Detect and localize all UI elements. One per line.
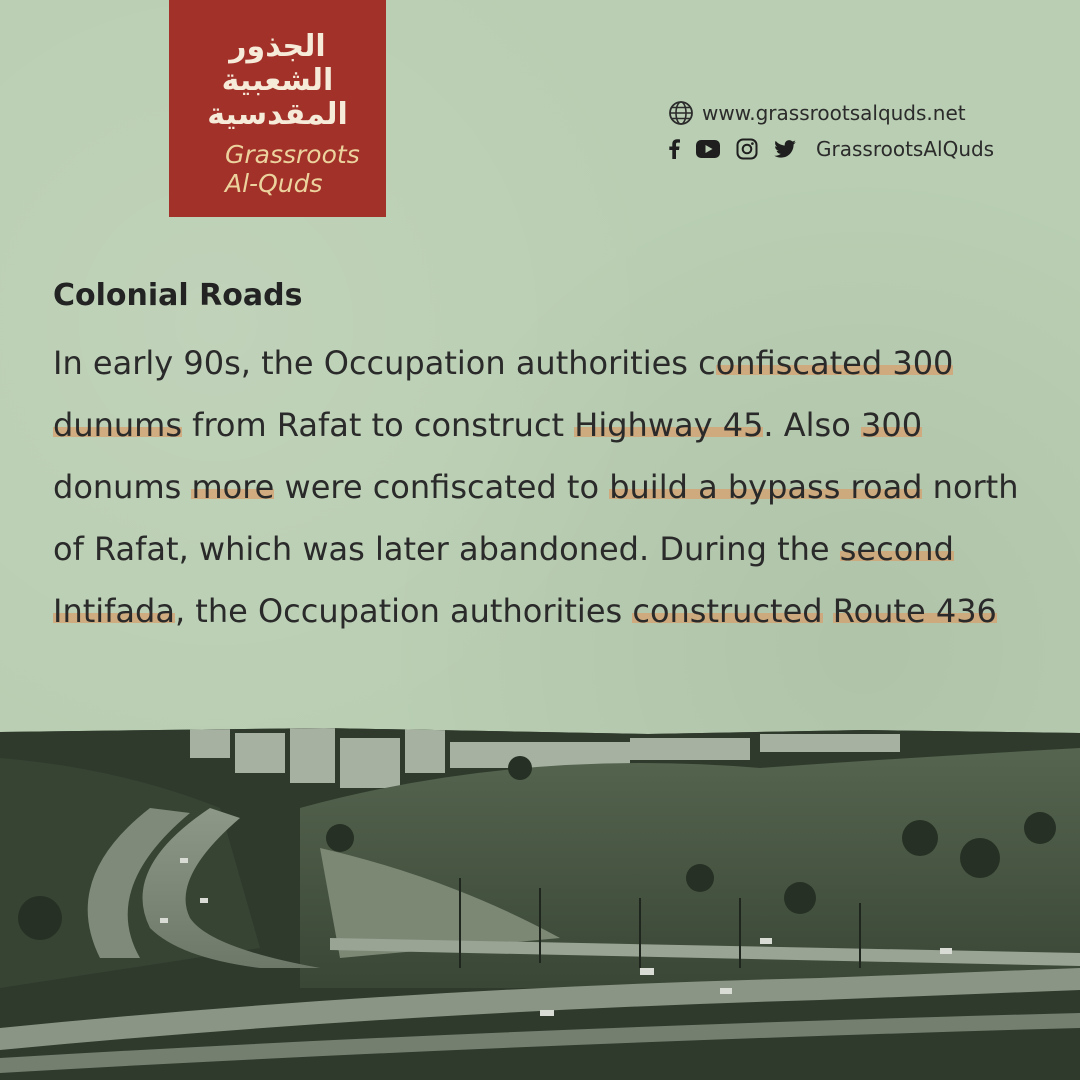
- text-segment: , the Occupation authorities: [174, 592, 633, 630]
- twitter-icon[interactable]: [774, 140, 804, 158]
- logo-english: Grassroots Al-Quds: [225, 140, 360, 198]
- text-segment: from Rafat to construct: [182, 406, 575, 444]
- highlighted-phrase: Route 436: [832, 592, 997, 630]
- instagram-icon[interactable]: [736, 138, 766, 160]
- text-segment: In early 90s, the Occupation authorities c: [53, 344, 716, 382]
- website-row[interactable]: [668, 98, 994, 128]
- globe-icon: [668, 100, 694, 126]
- youtube-icon[interactable]: [696, 140, 728, 158]
- highlighted-phrase: dunums: [53, 406, 182, 444]
- highlighted-phrase: build a bypass road: [609, 468, 923, 506]
- highlighted-phrase: Highway 45: [574, 406, 764, 444]
- logo-arabic: الجذور الشعبية المقدسية: [207, 29, 348, 132]
- text-segment: [823, 592, 833, 630]
- highlighted-phrase: onfiscated 300: [715, 344, 954, 382]
- highway-photo: [0, 728, 1080, 1080]
- highlighted-phrase: 300: [860, 406, 923, 444]
- facebook-icon[interactable]: [668, 139, 688, 159]
- article-heading: Colonial Roads: [53, 278, 303, 313]
- text-segment: donums: [53, 468, 192, 506]
- grassroots-logo: [169, 0, 386, 217]
- text-segment: north of Rafat, which was later abandoned. During the: [53, 468, 1019, 568]
- highlighted-phrase: more: [191, 468, 275, 506]
- text-segment: . Also: [763, 406, 861, 444]
- highway-landscape-image: [0, 728, 1080, 1080]
- website-link[interactable]: www.grassrootsalquds.net: [702, 101, 966, 125]
- social-row: [668, 134, 994, 164]
- social-handle[interactable]: GrassrootsAlQuds: [816, 137, 995, 161]
- contact-info: [668, 98, 994, 170]
- text-segment: were confiscated to: [274, 468, 610, 506]
- highlighted-phrase: second Intifada: [53, 530, 954, 630]
- highlighted-phrase: constructed: [632, 592, 823, 630]
- article-body: [53, 332, 1033, 642]
